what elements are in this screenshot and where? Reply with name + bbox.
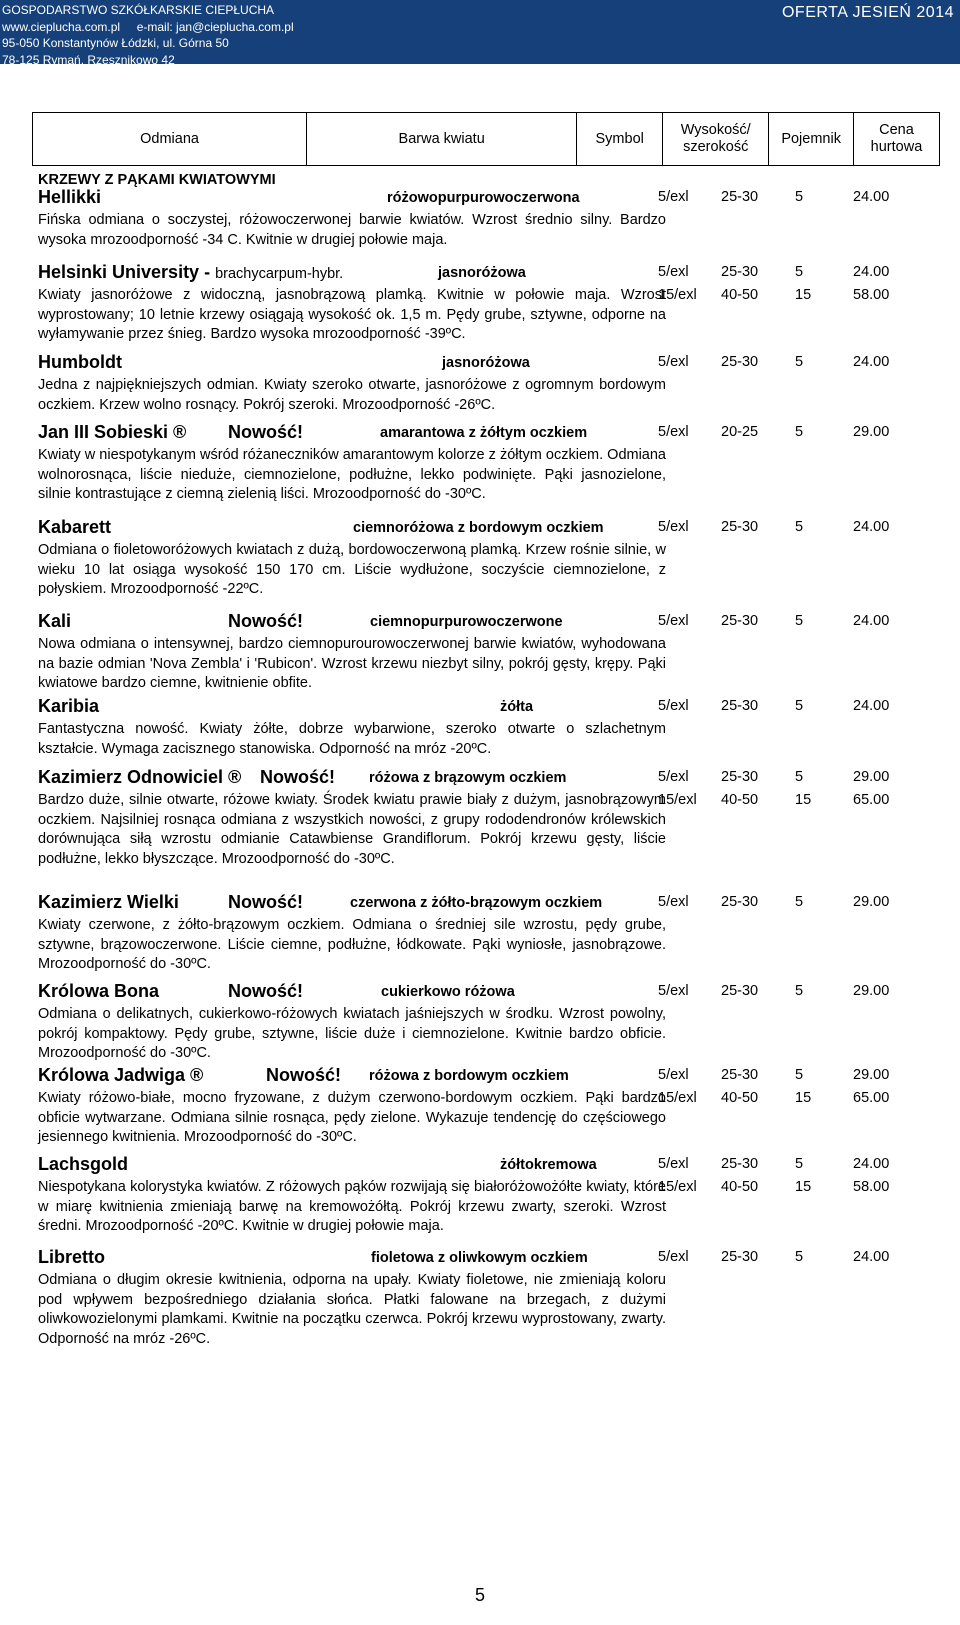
address-line-2: 78-125 Rymań, Rzesznikowo 42 — [2, 52, 175, 67]
flower-color: amarantowa z żółtym oczkiem — [380, 425, 588, 441]
variety-name-text: Królowa Bona — [38, 981, 160, 1001]
symbol-value: 15/exl — [658, 1179, 697, 1195]
height-value: 25-30 — [721, 1249, 759, 1265]
pot-value: 5 — [795, 1156, 804, 1172]
section-title: KRZEWY Z PĄKAMI KWIATOWYMI — [38, 172, 276, 188]
pot-value: 5 — [795, 1067, 804, 1083]
pot-value: 15 — [795, 1179, 812, 1195]
height-value: 25-30 — [721, 698, 759, 714]
flower-color: różowa z bordowym oczkiem — [369, 1068, 569, 1084]
variety-name — [38, 611, 71, 632]
col-pojemnik: Pojemnik — [769, 113, 854, 166]
flower-color: ciemnopurpurowoczerwone — [370, 614, 563, 630]
height-value: 25-30 — [721, 519, 759, 535]
price-value: 24.00 — [853, 189, 890, 205]
offer-title: OFERTA JESIEŃ 2014 — [781, 4, 954, 21]
price-value: 58.00 — [853, 287, 890, 303]
pot-value: 15 — [795, 792, 812, 808]
variety-name-text: Karibia — [38, 696, 100, 716]
flower-color: żółta — [500, 699, 534, 715]
variety-name — [38, 352, 122, 373]
price-value: 24.00 — [853, 698, 890, 714]
symbol-value: 5/exl — [658, 189, 689, 205]
price-value: 29.00 — [853, 983, 890, 999]
col-wysokosc-label: Wysokość/ szerokość — [680, 122, 751, 155]
variety-description: Kwiaty czerwone, z żółto-brązowym oczkiem. Odmiana o średniej sile wzrostu, pędy grube, sztywne, brązowoczerwone. Liście ciemne, podłużne, łódkowate. Pąki wyniosłe, jasnobrązowe. Mrozoodporność do -30ºC. — [38, 917, 666, 972]
variety-entry — [38, 892, 940, 975]
price-block — [658, 696, 940, 719]
price-row — [658, 790, 940, 813]
price-block — [658, 187, 940, 210]
price-row — [658, 285, 940, 308]
variety-description: Nowa odmiana o intensywnej, bardzo ciemnopurourowoczerwonej barwie kwiatów, wyhodowana na bazie odmian 'Nova Zembla' i 'Rubicon'. Wzrost krzewu niezbyt silny, pokrój gęsty, krępy. Pąki kwiatowe bardzo ciemne, kwitnienie obfite. — [38, 636, 666, 691]
price-block — [658, 981, 940, 1004]
price-value: 58.00 — [853, 1179, 890, 1195]
price-row — [658, 422, 940, 445]
new-badge: Nowość! — [228, 611, 304, 631]
height-value: 25-30 — [721, 613, 759, 629]
variety-description: Fantastyczna nowość. Kwiaty żółte, dobrze wybarwione, szeroko otwarte o szlachetnym kształcie. Wymaga zacisznego stanowiska. Odporność na mróz -20ºC. — [38, 721, 666, 757]
price-row — [658, 517, 940, 540]
variety-name-text: Kali — [38, 611, 72, 631]
flower-color: ciemnoróżowa z bordowym oczkiem — [353, 520, 604, 536]
variety-name-text: Libretto — [38, 1247, 105, 1267]
symbol-value: 5/exl — [658, 894, 689, 910]
price-value: 65.00 — [853, 792, 890, 808]
price-value: 29.00 — [853, 894, 890, 910]
price-value: 24.00 — [853, 354, 890, 370]
height-value: 25-30 — [721, 1156, 759, 1172]
price-block — [658, 767, 940, 813]
price-row — [658, 892, 940, 915]
symbol-value: 5/exl — [658, 424, 689, 440]
variety-description: Bardzo duże, silnie otwarte, różowe kwiaty. Środek kwiatu prawie biały z dużym, jasnobrązowym oczkiem. Najsilniej rosnąca odmiana z wszystkich nowości, z grupy rododendronów królewskich dorównująca siłą wzrostu odmianie Catawbiense Grandiflorum. Pokrój krzewu gęsty, liście podłużne, lekko błyszczące. Mrozoodporność do -30ºC. — [38, 792, 666, 867]
variety-name-text: Humboldt — [38, 352, 122, 372]
col-wysokosc — [663, 113, 769, 166]
pot-value: 5 — [795, 424, 804, 440]
symbol-value: 5/exl — [658, 1156, 689, 1172]
symbol-value: 5/exl — [658, 698, 689, 714]
pot-value: 5 — [795, 894, 804, 910]
new-badge: Nowość! — [228, 892, 304, 912]
price-value: 29.00 — [853, 769, 890, 785]
variety-entry — [38, 611, 940, 694]
height-value: 40-50 — [721, 1090, 759, 1106]
price-value: 24.00 — [853, 613, 890, 629]
pot-value: 5 — [795, 983, 804, 999]
height-value: 25-30 — [721, 354, 759, 370]
height-value: 25-30 — [721, 1067, 759, 1083]
symbol-value: 15/exl — [658, 792, 697, 808]
price-row — [658, 611, 940, 634]
variety-entry — [38, 262, 940, 345]
price-row — [658, 1247, 940, 1270]
variety-name — [38, 517, 111, 538]
variety-entry — [38, 422, 940, 505]
variety-name — [38, 767, 241, 788]
variety-name — [38, 981, 159, 1002]
variety-name — [38, 1065, 203, 1086]
symbol-value: 5/exl — [658, 769, 689, 785]
variety-name — [38, 187, 101, 208]
pot-value: 5 — [795, 769, 804, 785]
height-value: 25-30 — [721, 769, 759, 785]
variety-description: Odmiana o długim okresie kwitnienia, odporna na upały. Kwiaty fioletowe, nie zmieniają koloru pod wpływem bezpośredniego działania słońca. Płatki falowane na brzegach, z dużymi oliwkowozielonymi plamkami. Kwitnie na początku czerwca. Pokrój krzewu wyprostowany, zwarty. Odporność na mróz -26ºC. — [38, 1272, 666, 1347]
col-odmiana: Odmiana — [33, 113, 307, 166]
variety-name-text: Kabarett — [38, 517, 112, 537]
price-value: 29.00 — [853, 1067, 890, 1083]
variety-description: Odmiana o fioletoworóżowych kwiatach z dużą, bordowoczerwoną plamką. Krzew rośnie silnie, w wieku 10 lat osiąga wysokość 150 170 cm. Liście wydłużone, soczyście ciemnozielone, z połyskiem. Mrozoodporność -22ºC. — [38, 542, 666, 597]
price-row — [658, 767, 940, 790]
variety-entry — [38, 1065, 940, 1148]
price-block — [658, 892, 940, 915]
price-row — [658, 262, 940, 285]
price-value: 65.00 — [853, 1090, 890, 1106]
pot-value: 5 — [795, 613, 804, 629]
variety-description: Kwiaty w niespotykanym wśród różaneczników amarantowym kolorze z żółtym oczkiem. Odmiana wolnorosnąca, liście nieduże, ciemnozielone, podłużne, lekko podwinięte. Pąki jasnozielone, silnie kontrastujące z ciemną zielenią liści. Mrozoodporność do -30ºC. — [38, 447, 666, 502]
height-value: 40-50 — [721, 792, 759, 808]
variety-description: Kwiaty różowo-białe, mocno fryzowane, z dużym czerwono-bordowym oczkiem. Pąki bardzo obficie wytwarzane. Odmiana silnie rosnąca, pędy zielone. Wykazuje tendencję do częściowego jesiennego kwitnienia. Mrozoodporność do -30ºC. — [38, 1090, 666, 1145]
company-name: GOSPODARSTWO SZKÓŁKARSKIE CIEPŁUCHA — [2, 3, 275, 17]
height-value: 25-30 — [721, 189, 759, 205]
height-value: 40-50 — [721, 1179, 759, 1195]
price-block — [658, 611, 940, 634]
flower-color: jasnoróżowa — [442, 355, 530, 371]
price-row — [658, 187, 940, 210]
symbol-value: 5/exl — [658, 1249, 689, 1265]
symbol-value: 15/exl — [658, 1090, 697, 1106]
company-info — [2, 2, 294, 68]
variety-name-text: Lachsgold — [38, 1154, 129, 1174]
price-block — [658, 422, 940, 445]
height-value: 25-30 — [721, 983, 759, 999]
price-row — [658, 696, 940, 719]
symbol-value: 5/exl — [658, 354, 689, 370]
price-row — [658, 1088, 940, 1111]
pot-value: 15 — [795, 287, 812, 303]
new-badge: Nowość! — [260, 767, 336, 787]
variety-name-text: Hellikki — [38, 187, 102, 207]
variety-entry — [38, 981, 940, 1064]
price-value: 24.00 — [853, 264, 890, 280]
flower-color: fioletowa z oliwkowym oczkiem — [371, 1250, 588, 1266]
flower-color: jasnoróżowa — [438, 265, 526, 281]
symbol-value: 5/exl — [658, 264, 689, 280]
variety-name — [38, 1154, 128, 1175]
flower-color: różowa z brązowym oczkiem — [369, 770, 567, 786]
variety-name — [38, 1247, 105, 1268]
price-block — [658, 1065, 940, 1111]
variety-entry — [38, 1154, 940, 1237]
price-block — [658, 352, 940, 375]
variety-subtitle: brachycarpum-hybr. — [215, 266, 344, 282]
pot-value: 5 — [795, 1249, 804, 1265]
symbol-value: 5/exl — [658, 983, 689, 999]
variety-name-text: Jan III Sobieski ® — [38, 422, 187, 442]
price-row — [658, 981, 940, 1004]
price-block — [658, 517, 940, 540]
col-barwa: Barwa kwiatu — [307, 113, 577, 166]
price-row — [658, 352, 940, 375]
variety-description: Niespotykana kolorystyka kwiatów. Z różowych pąków rozwijają się białoróżowożółte kwiaty, które w miarę kwitnienia zmieniają barwę na kremowożółtą. Pokrój krzewu zwarty, szeroki. Wzrost średni. Mrozoodporność -20ºC. Kwitnie w drugiej połowie maja. — [38, 1179, 666, 1234]
variety-entry — [38, 767, 940, 869]
column-header-table — [32, 112, 940, 166]
address-line-1: 95-050 Konstantynów Łódzki, ul. Górna 50 — [2, 36, 229, 50]
height-value: 20-25 — [721, 424, 759, 440]
variety-name — [38, 892, 179, 913]
variety-entry — [38, 352, 940, 415]
height-value: 25-30 — [721, 264, 759, 280]
pot-value: 5 — [795, 264, 804, 280]
price-row — [658, 1065, 940, 1088]
symbol-value: 5/exl — [658, 1067, 689, 1083]
pot-value: 5 — [795, 354, 804, 370]
col-symbol: Symbol — [577, 113, 663, 166]
new-badge: Nowość! — [228, 422, 304, 442]
pot-value: 5 — [795, 519, 804, 535]
variety-description: Fińska odmiana o soczystej, różowoczerwonej barwie kwiatów. Wzrost średnio silny. Bardzo wysoka mrozoodporność -34 C. Kwitnie w drugiej połowie maja. — [38, 212, 666, 248]
symbol-value: 15/exl — [658, 287, 697, 303]
page-number: 5 — [474, 1585, 485, 1605]
flower-color: żółtokremowa — [500, 1157, 597, 1173]
price-row — [658, 1177, 940, 1200]
price-value: 29.00 — [853, 424, 890, 440]
price-block — [658, 1154, 940, 1200]
variety-name-text: Kazimierz Odnowiciel ® — [38, 767, 242, 787]
variety-entry — [38, 517, 940, 600]
header-bar — [0, 0, 960, 67]
flower-color: różowopurpurowoczerwona — [387, 190, 580, 206]
contact-line: www.cieplucha.com.pl e-mail: jan@cieplucha.com.pl — [2, 19, 294, 34]
col-cena-label: Cena hurtowa — [870, 122, 923, 155]
variety-name-text: Kazimierz Wielki — [38, 892, 179, 912]
height-value: 40-50 — [721, 287, 759, 303]
variety-name — [38, 422, 186, 443]
price-value: 24.00 — [853, 1156, 890, 1172]
new-badge: Nowość! — [266, 1065, 342, 1085]
variety-name-text: Królowa Jadwiga ® — [38, 1065, 204, 1085]
variety-entry — [38, 1247, 940, 1349]
price-row — [658, 1154, 940, 1177]
price-value: 24.00 — [853, 519, 890, 535]
price-block — [658, 1247, 940, 1270]
flower-color: cukierkowo różowa — [381, 984, 515, 1000]
pot-value: 5 — [795, 698, 804, 714]
flower-color: czerwona z żółto-brązowym oczkiem — [350, 895, 603, 911]
height-value: 25-30 — [721, 894, 759, 910]
variety-description: Odmiana o delikatnych, cukierkowo-różowych kwiatach jaśniejszych w środku. Wzrost powolny, pokrój kompaktowy. Pędy grube, sztywne, liście duże i ciemnozielone. Kwitnie bardzo obficie. Mrozoodporność do -30ºC. — [38, 1006, 666, 1061]
variety-name — [38, 262, 343, 283]
col-cena — [853, 113, 939, 166]
variety-name-text: Helsinki University - — [38, 262, 216, 282]
variety-entry — [38, 696, 940, 759]
variety-name — [38, 696, 99, 717]
price-block — [658, 262, 940, 308]
symbol-value: 5/exl — [658, 519, 689, 535]
price-value: 24.00 — [853, 1249, 890, 1265]
new-badge: Nowość! — [228, 981, 304, 1001]
variety-description: Jedna z najpiękniejszych odmian. Kwiaty szeroko otwarte, jasnoróżowe z ogromnym bordowym oczkiem. Krzew wolno rosnący. Pokrój szeroki. Mrozoodporność -26ºC. — [38, 377, 666, 413]
symbol-value: 5/exl — [658, 613, 689, 629]
variety-description: Kwiaty jasnoróżowe z widoczną, jasnobrązową plamką. Kwitnie w połowie maja. Wzrost wyprostowany; 10 letnie krzewy osiągają wysokość ok. 1,5 m. Pędy grube, sztywne, odporne na wyłamywanie przez śnieg. Bardzo wysoka mrozoodporność -39ºC. — [38, 287, 666, 342]
pot-value: 15 — [795, 1090, 812, 1106]
pot-value: 5 — [795, 189, 804, 205]
variety-entry — [38, 187, 940, 250]
